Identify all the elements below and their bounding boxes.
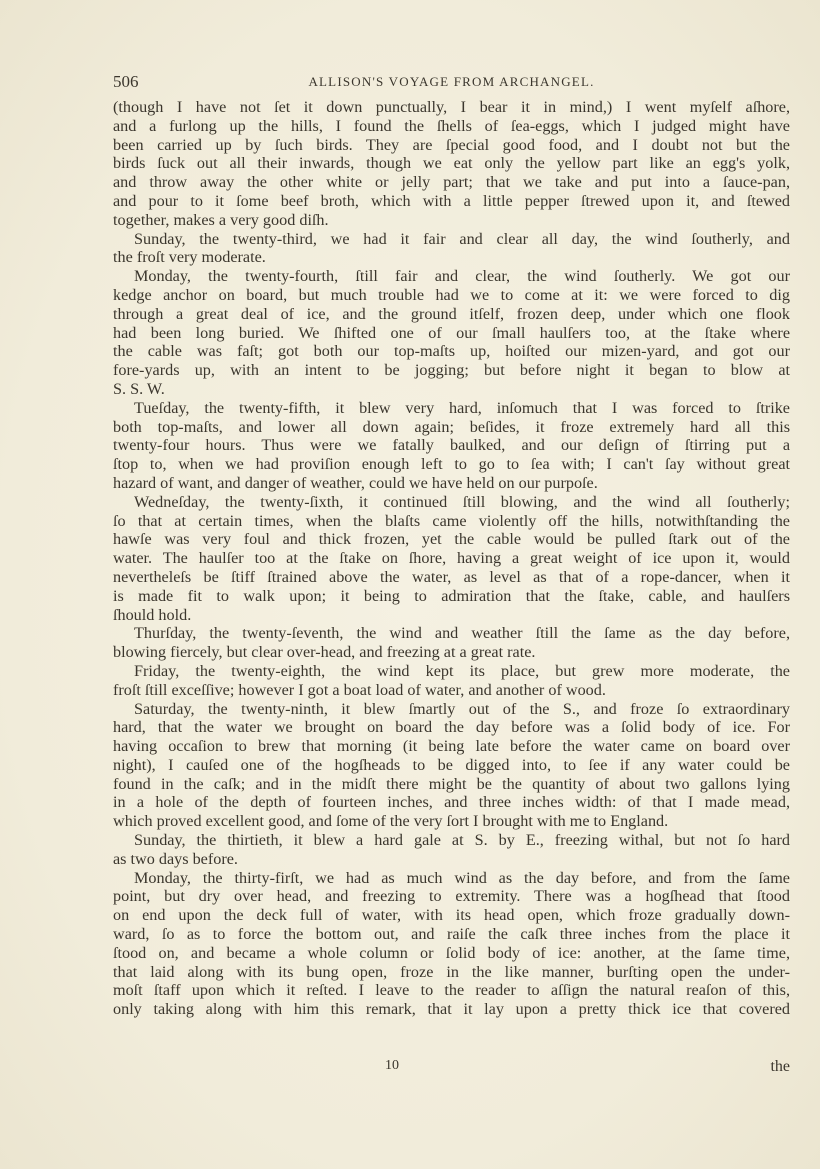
paragraph [113,869,790,1019]
text-line: twenty-four hours. Thus were we fatally baulked, and our deſign of ſtirring put a [113,436,790,455]
text-line: moſt ſtaff upon which it reſted. I leave to the reader to aſſign the natural reaſon of this, [113,981,790,1000]
text-line: only taking along with him this remark, that it lay upon a pretty thick ice that covered [113,1000,790,1019]
page-footer [113,1058,790,1078]
text-line: had been long buried. We ſhifted one of our ſmall haulſers too, at the ſtake where [113,323,790,342]
paragraph [113,662,790,700]
text-line: ſtop to, when we had proviſion enough left to go to ſea with; I can't ſay without great [113,455,790,474]
running-title: ALLISON'S VOYAGE FROM ARCHANGEL. [308,74,595,89]
text-line: Thurſday, the twenty-ſeventh, the wind and weather ſtill the ſame as the day before, [134,624,790,643]
signature-mark: 10 [385,1058,399,1073]
text-line: which proved excellent good, and ſome of the very ſort I brought with me to England. [113,812,669,831]
text-line: point, but dry over head, and freezing to extremity. There was a hogſhead that ſtood [113,887,790,906]
paragraph [113,98,790,230]
text-line: the cable was faſt; got both our top-maſts up, hoiſted our mizen-yard, and got our [113,342,790,361]
text-line: together, makes a very good diſh. [113,210,329,229]
text-line: and pour to it ſome beef broth, which with a little pepper ſtrewed upon it, and ſtewed [113,191,790,210]
text-line: found in the caſk; and in the midſt there might be the quantity of about two gallons lying [113,774,790,793]
text-line: Friday, the twenty-eighth, the wind kept its place, but grew more moderate, the [134,661,790,680]
catchword: the [770,1058,790,1075]
text-line: and throw away the other white or jelly part; that we take and put into a ſauce-pan, [113,173,790,192]
text-line: Monday, the thirty-firſt, we had as much wind as the day before, and from the ſame [134,868,790,887]
text-line: froſt ſtill exceſſive; however I got a boat load of water, and another of wood. [113,680,606,699]
text-line: as two days before. [113,849,238,868]
text-line: ſo that at certain times, when the blaſts came violently off the hills, notwithſtanding the [113,511,790,530]
text-line: Saturday, the twenty-ninth, it blew ſmartly out of the S., and froze ſo extraordinary [134,699,790,718]
text-line: S. S. W. [113,379,165,398]
text-line: been carried up by ſuch birds. They are ſpecial good food, and I doubt not but the [113,135,790,154]
text-line: in a hole of the depth of fourteen inches, and three inches width: of that I made mead, [113,793,790,812]
text-line: having occaſion to brew that morning (it being late before the water came on board over [113,737,790,756]
text-line: ſhould hold. [113,605,192,624]
text-line: (though I have not ſet it down punctually, I bear it in mind,) I went myſelf aſhore, [113,98,790,116]
text-line: Wedneſday, the twenty-ſixth, it continued ſtill blowing, and the wind all ſoutherly; [134,492,790,511]
text-line: fore-yards up, with an intent to be jogging; but before night it began to blow at [113,361,790,380]
paragraph [113,831,790,869]
text-line: birds ſuck out all their inwards, though we eat only the yellow part like an egg's yolk, [113,154,790,173]
text-line: Sunday, the thirtieth, it blew a hard gale at S. by E., freezing withal, but not ſo hard [134,831,790,850]
text-line: the froſt very moderate. [113,248,266,267]
page-number: 506 [113,72,139,91]
text-line: on end upon the deck full of water, with its head open, which froze gradually down- [113,906,790,925]
text-line: hard, that the water we brought on board the day before was a ſolid body of ice. For [113,718,790,737]
text-line: through a great deal of ice, and the ground itſelf, frozen deep, under which one flook [113,304,790,323]
text-line: hawſe was very foul and thick frozen, yet the cable would be pulled ſtark out of the [113,530,790,549]
paragraph [113,700,790,832]
text-line: ſtood on, and became a whole column or ſolid body of ice: another, at the ſame time, [113,943,790,962]
text-line: Monday, the twenty-fourth, ſtill fair and clear, the wind ſoutherly. We got our [134,267,790,286]
paragraph [113,230,790,268]
text-line: ward, ſo as to force the bottom out, and raiſe the caſk three inches from the place it [113,925,790,944]
text-line: blowing fiercely, but clear over-head, and freezing at a great rate. [113,643,536,662]
paragraph [113,267,790,399]
text-line: both top-maſts, and lower all down again; beſides, it froze extremely hard all this [113,417,790,436]
text-line: water. The haulſer too at the ſtake on ſhore, having a great weight of ice upon it, would [113,549,790,568]
text-line: and a furlong up the hills, I found the ſhells of ſea-eggs, which I judged might have [113,116,790,135]
text-line: Tueſday, the twenty-fifth, it blew very hard, inſomuch that I was forced to ſtrike [134,398,790,417]
text-line: is made fit to walk upon; it being to admiration that the ſtake, cable, and haulſers [113,586,790,605]
text-line: that laid along with its bung open, froze in the like manner, burſting open the under- [113,962,790,981]
paragraph [113,493,790,625]
page-header [113,72,790,94]
text-line: nevertheleſs be ſtiff ſtrained above the water, as level as that of a rope-dancer, when it [113,567,790,586]
text-line: hazard of want, and danger of weather, could we have held on our purpoſe. [113,473,598,492]
paragraph [113,624,790,662]
text-line: night), I cauſed one of the hogſheads to be digged into, to ſee if any water could be [113,755,790,774]
text-line: kedge anchor on board, but much trouble had we to come at it: we were forced to dig [113,285,790,304]
paragraph [113,399,790,493]
text-line: Sunday, the twenty-third, we had it fair and clear all day, the wind ſoutherly, and [134,229,790,248]
body-text [113,98,790,1019]
